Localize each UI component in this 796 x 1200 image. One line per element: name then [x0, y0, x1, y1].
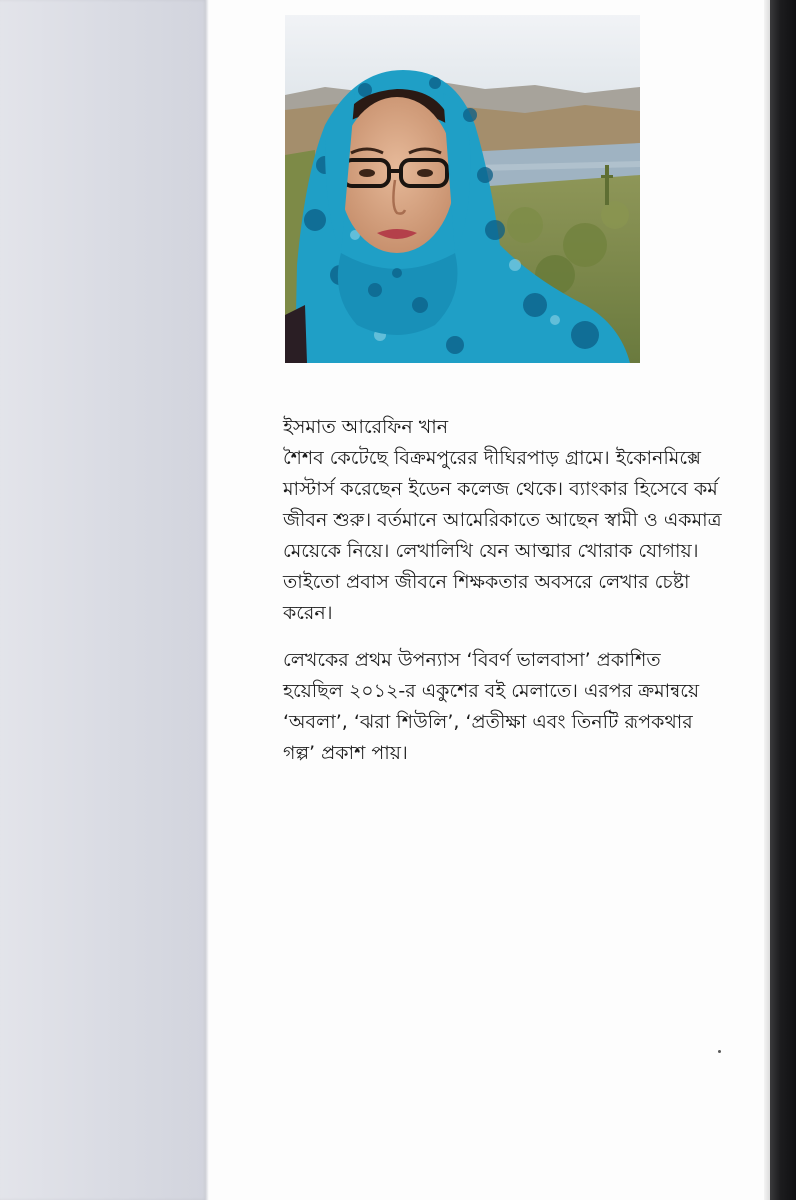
book-spine-edge: [770, 0, 796, 1200]
author-photo: [285, 15, 640, 363]
paper-speck: [718, 1050, 721, 1053]
author-bio: [283, 412, 723, 769]
author-name: ইসমাত আরেফিন খান: [283, 416, 449, 438]
bio-paragraph-2: লেখকের প্রথম উপন্যাস ‘বিবর্ণ ভালবাসা’ প্রকাশিত হয়েছিল ২০১২-র একুশের বই মেলাতে। এরপর ক্রমান্বয়ে ‘অবলা’, ‘ঝরা শিউলি’, ‘প্রতীক্ষা এবং তিনটি রূপকথার গল্প’ প্রকাশ পায়।: [283, 649, 700, 764]
folded-flap: [0, 0, 207, 1200]
bio-paragraph-1: শৈশব কেটেছে বিক্রমপুরের দীঘিরপাড় গ্রামে। ইকোনমিক্সে মাস্টার্স করেছেন ইডেন কলেজ থেকে। ব্যাংকার হিসেবে কর্ম জীবন শুরু। বর্তমানে আমেরিকাতে আছেন স্বামী ও একমাত্র মেয়েকে নিয়ে। লেখালিখি যেন আত্মার খোরাক যোগায়। তাইতো প্রবাস জীবনে শিক্ষকতার অবসরে লেখার চেষ্টা করেন।: [283, 447, 722, 624]
flap-edge: [205, 0, 209, 1200]
author-photo-illustration: [285, 15, 640, 363]
